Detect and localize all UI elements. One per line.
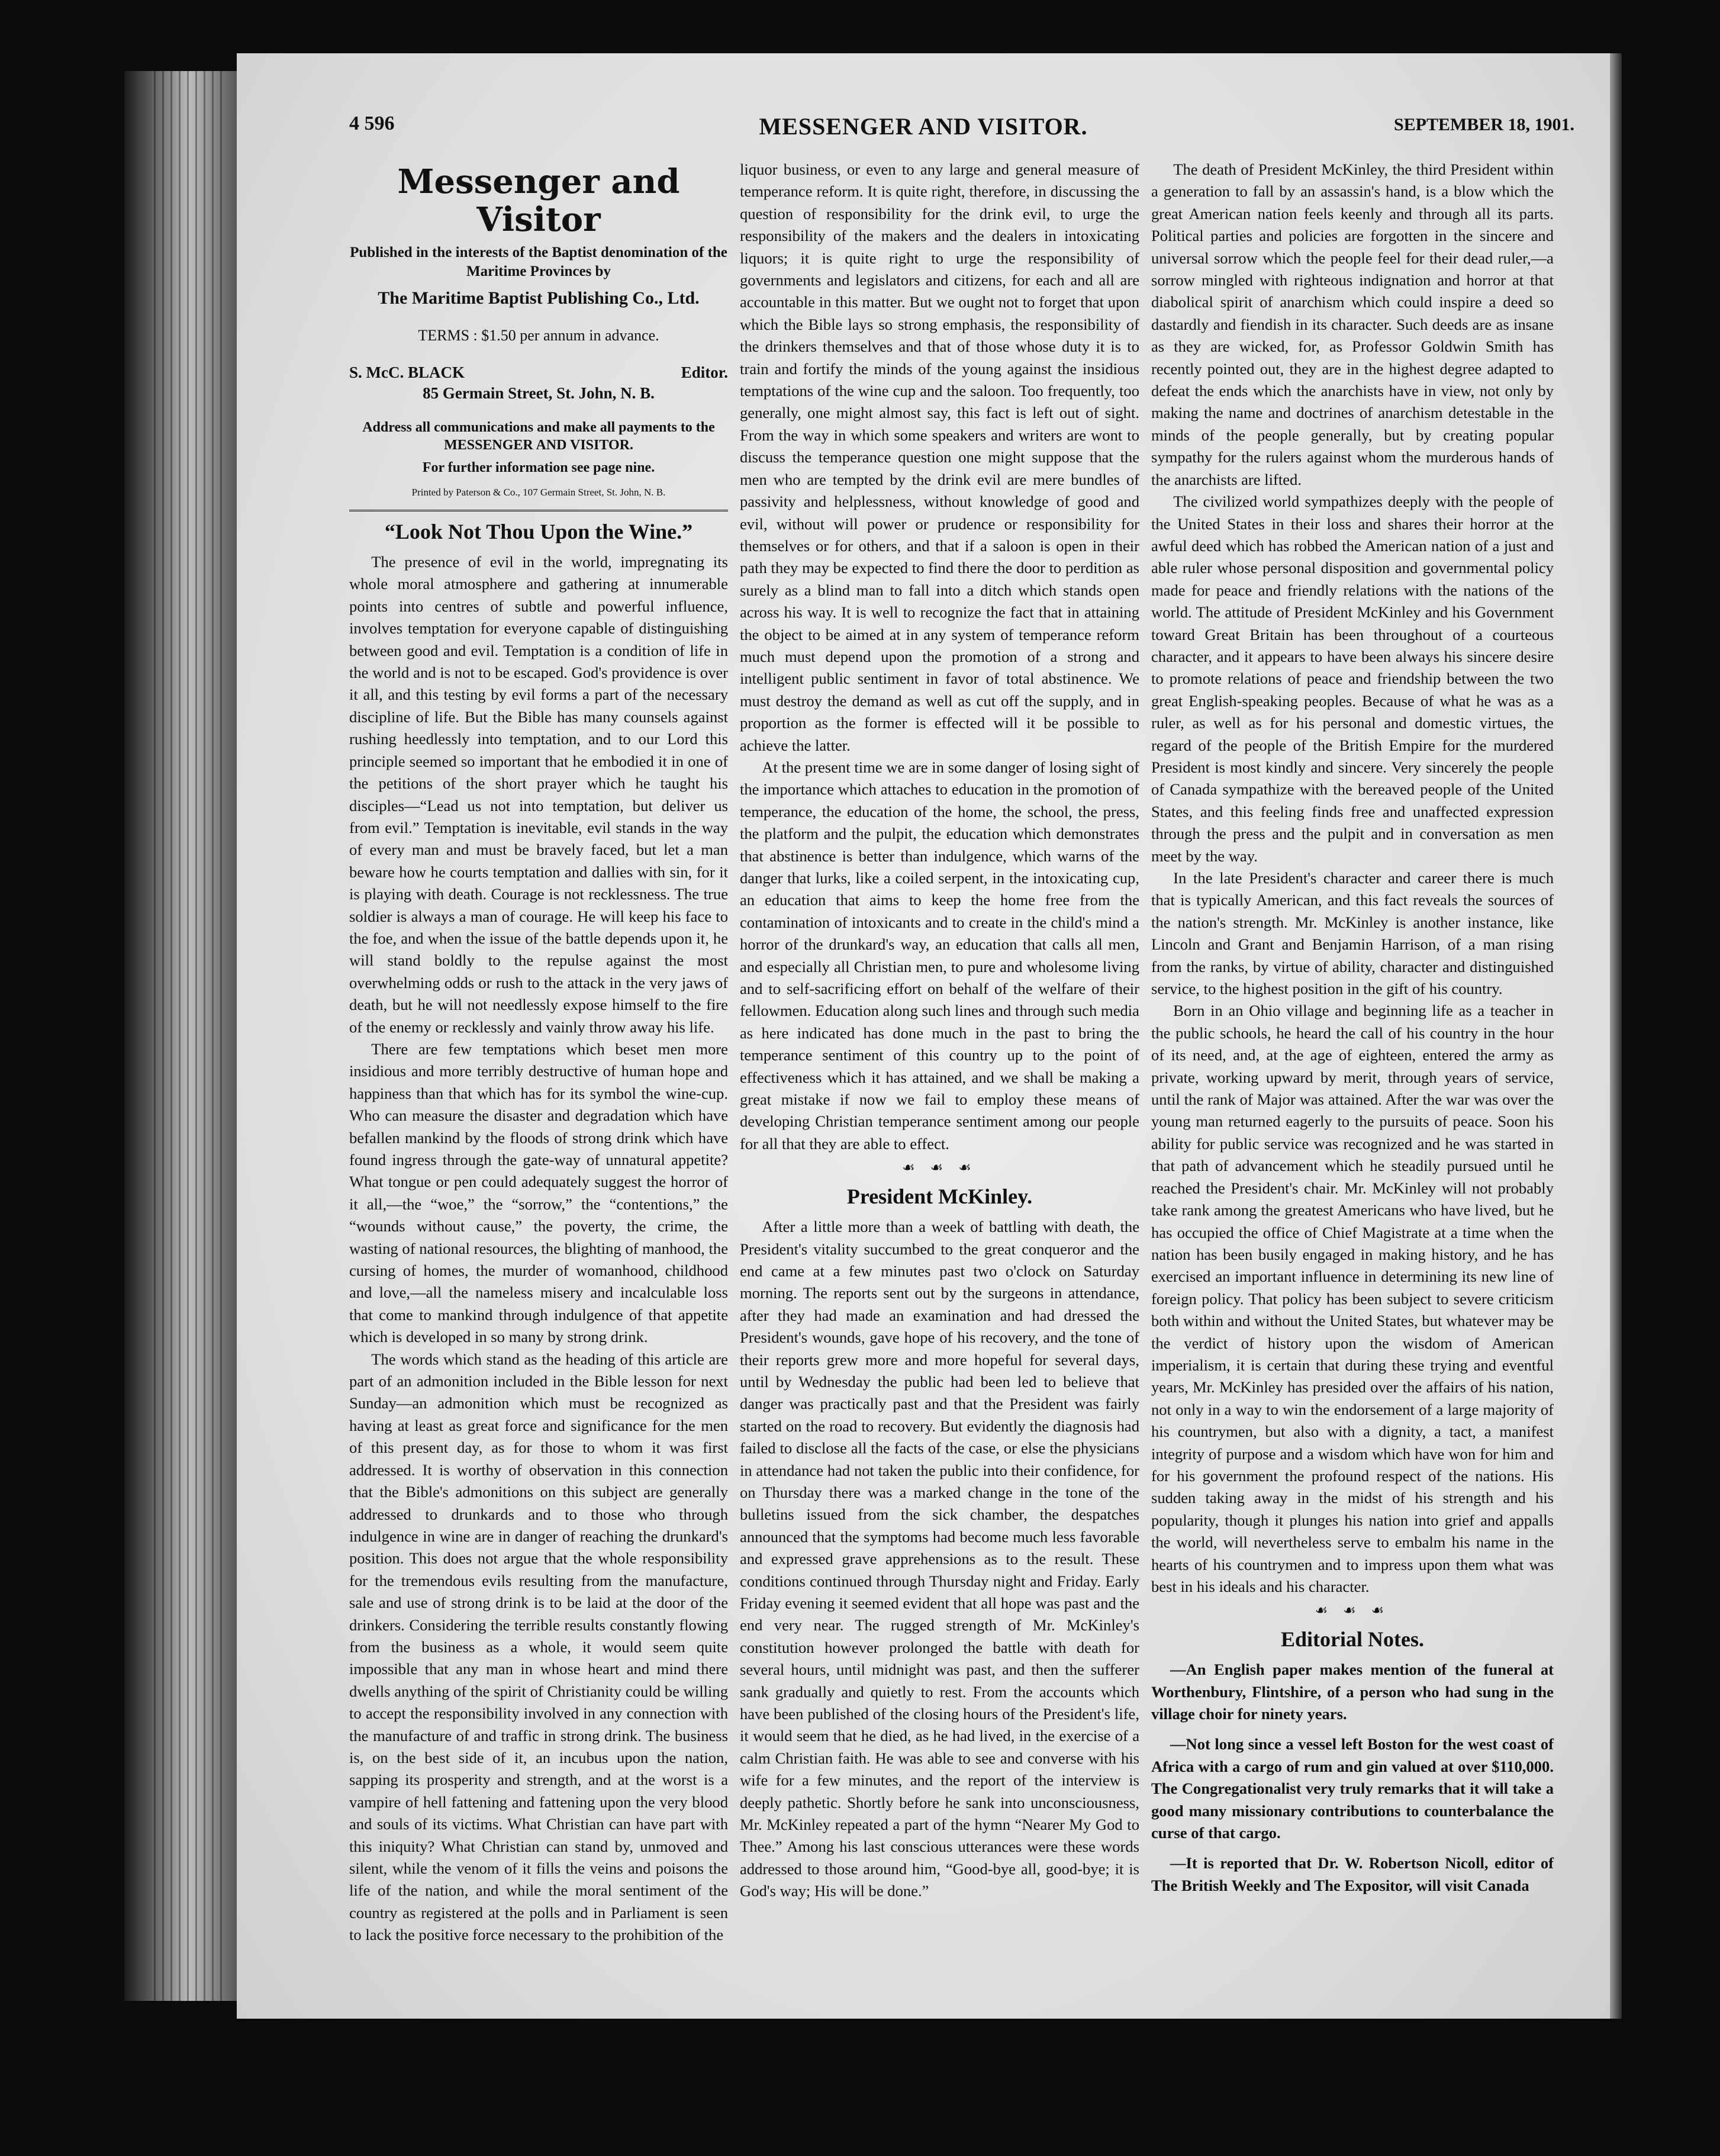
column-3 (1151, 159, 1554, 1897)
masthead-name: Messenger and Visitor (397, 162, 680, 239)
page-stack-edges (154, 71, 225, 2001)
section-dingbat: ☙ ☙ ☙ (902, 1160, 977, 1176)
issue-date: SEPTEMBER 18, 1901. (1393, 115, 1574, 134)
printer-line: Printed by Paterson & Co., 107 Germain Street, St. John, N. B. (411, 487, 666, 498)
note-item: —Not long since a vessel left Boston for the west coast of Africa with a cargo of rum and gin valued at over $110,000. The Congregationalist very truly remarks that it will take a good many missionary contributions to counterbalance the curse of that cargo. (1151, 1735, 1554, 1842)
paper-title: MESSENGER AND VISITOR. (759, 113, 1088, 140)
article-paragraph: In the late President's character and career there is much that is typically American, and this fact reveals the sources of the nation's strength. Mr. McKinley is another instance, like Lincoln and Grant and Benjamin Harrison, of a man rising from the ranks, by virtue of ability, character and distinguished service, to the highest position in the gift of his country. (1151, 869, 1554, 998)
article-paragraph: The presence of evil in the world, impregnating its whole moral atmosphere and gathering at innumerable points into centres of subtle and powerful influence, involves temptation for everyone capable of distinguishing between good and evil. Temptation is a condition of life in the world and is not to be escaped. God's providence is over it all, and this testing by evil forms a part of the necessary discipline of life. But the Bible has many counsels against rushing heedlessly into temptation, and to our Lord this principle seemed so important that he embodied it in one of the petitions of the short prayer which he taught his disciples—“Lead us not into temptation, but deliver us from evil.” Temptation is inevitable, evil stands in the way of every man and must be bravely faced, but let a man beware how he courts temptation and dallies with sin, for it is playing with death. Courage is not recklessness. The true soldier is always a man of courage. He will keep his face to the foe, and when the issue of the battle depends upon it, he will stand boldly to the repulse against the most overwhelming odds or rush to the attack in the very jaws of death, but he will not needlessly expose himself to the fire of the enemy or recklessly and vainly throw away his life. (349, 553, 728, 1036)
article-title-wine: “Look Not Thou Upon the Wine.” (384, 519, 693, 543)
editorial-notes-title: Editorial Notes. (1281, 1627, 1424, 1651)
address-notice: Address all communications and make all payments to the MESSENGER AND VISITOR. (362, 420, 715, 453)
editor-name: S. McC. BLACK (349, 363, 465, 381)
article-paragraph: Born in an Ohio village and beginning life as a teacher in the public schools, he heard the call of his country in the hour of its need, and, at the age of eighteen, entered the army as private, working upward by merit, through years of service, until the rank of Major was attained. After the war was over the young man returned eagerly to the pursuits of peace. Soon his ability for public service was recognized and he was started in that path of advancement which he steadily pursued until he reached the President's chair. Mr. McKinley will not probably take rank among the greatest Americans who have lived, but he has occupied the office of Chief Magistrate at a time when the nation has been busily engaged in making history, and he has exercised an important influence in determining its new line of foreign policy. That policy has been subject to severe criticism both within and without the United States, but whatever may be the verdict of history upon the wisdom of American imperialism, it is certain that during these trying and eventful years, Mr. McKinley has presided over the affairs of his nation, not only in a way to win the endorsement of a large majority of his countrymen, but also with a dignity, a tact, a manifest integrity of purpose and a wisdom which have won for him and for his government the profound respect of the nations. His sudden taking away in the midst of his strength and his popularity, though it plunges his nation into grief and appalls the world, will nevertheless serve to embalm his name in the hearts of his countrymen and to impress upon them what was best in his ideals and his character. (1151, 1002, 1554, 1595)
masthead-company: The Maritime Baptist Publishing Co., Ltd. (378, 288, 700, 308)
masthead-terms: TERMS : $1.50 per annum in advance. (418, 327, 659, 345)
divider (349, 510, 728, 511)
column-1 (349, 163, 728, 1946)
article-paragraph: liquor business, or even to any large and general measure of temperance reform. It is quite right, therefore, in discussing the question of responsibility for the drink evil, to urge the responsibility of the makers and the dealers in intoxicating liquors; it is quite right to urge the responsibility of governments and legislators and citizens, for each and all are accountable in this matter. But we ought not to forget that upon which the Bible lays so strong emphasis, the responsibility of the drinkers themselves and that of those whose duty it is to train and fortify the minds of the young against the insidious temptations of the wine cup and the saloon. Too frequently, too generally, one might almost say, this fact is left out of sight. From the way in which some speakers and writers are wont to discuss the temperance question one might suppose that the men who are tempted by the drink evil are mere bundles of passivity and helplessness, without knowledge of good and evil, without will power or prudence or responsibility for themselves or for others, and that if a saloon is open in their path they may be expected to find there the door to perdition as surely as a blind man to fall into a ditch which stands open across his way. It is well to recognize the fact that in attaining the object to be aimed at in any system of temperance reform much must depend upon the promotion of a strong and intelligent public sentiment in favor of total abstinence. We must destroy the demand as well as cut off the supply, and in proportion as the former is effected will it be possible to achieve the latter. (740, 160, 1139, 754)
article-title-mckinley: President McKinley. (846, 1184, 1033, 1208)
article-paragraph: There are few temptations which beset men more insidious and more terribly destructive of human hope and happiness than that which has for its symbol the wine-cup. Who can measure the disaster and degradation which have befallen mankind by the floods of strong drink which have found ingress through the gate-way of unnatural appetite? What tongue or pen could adequately suggest the horror of it all,—the “woe,” the “sorrow,” the “contentions,” the “wounds without cause,” the poverty, the crime, the wasting of national resources, the blighting of manhood, the cursing of homes, the murder of womanhood, childhood and love,—all the nameless misery and incalculable loss that come to mankind through indulgence of that appetite which is developed in so many by strong drink. (349, 1040, 728, 1346)
info-notice: For further information see page nine. (422, 460, 655, 476)
masthead (349, 163, 728, 347)
editor-line (349, 362, 728, 382)
article-paragraph: The civilized world sympathizes deeply with the people of the United States in their loss and shares their horror at the awful deed which has robbed the American nation of a just and able ruler whose personal disposition and governmental policy made for peace and friendly relations with the nations of the world. The attitude of President McKinley and his Government toward Great Britain has been throughout of a courteous character, and it appears to have been always his sincere desire to promote relations of peace and friendship between the two great English-speaking peoples. Because of what he was as a ruler, as well as for his personal and domestic virtues, the regard of the people of the British Empire for the murdered President is most kindly and sincere. Very sincerely the people of Canada sympathize with the bereaved people of the United States, and this feeling finds free and unaffected expression through the press and the pulpit and in conversation as men meet by the way. (1151, 493, 1554, 865)
note-item: —It is reported that Dr. W. Robertson Nicoll, editor of The British Weekly and The Expositor, will visit Canada (1151, 1854, 1554, 1894)
article-paragraph: After a little more than a week of battling with death, the President's vitality succumbed to the great conqueror and the end came at a few minutes past two o'clock on Saturday morning. The reports sent out by the surgeons in attendance, after they had made an examination and had dressed the President's wounds, gave hope of his recovery, and the tone of their reports grew more and more hopeful for several days, until by Wednesday the public had been led to believe that danger was practically past and that the President was fairly started on the road to recovery. But evidently the diagnosis had failed to disclose all the facts of the case, or else the physicians in attendance had not taken the public into their confidence, for on Thursday there was a marked change in the tone of the bulletins issued from the sick chamber, the despatches announced that the symptoms had become much less favorable and expressed grave apprehensions as to the result. These conditions continued through Thursday night and Friday. Early Friday evening it seemed evident that all hope was past and the end very near. The rugged strength of Mr. McKinley's constitution however prolonged the battle with death for several hours, until midnight was past, and then the sufferer sank gradually and quietly to rest. From the accounts which have been published of the closing hours of the President's life, it would seem that he died, as he had lived, in the exercise of a calm Christian faith. He was able to see and converse with his wife for a few minutes, and the report of the interview is deeply pathetic. Shortly before he sank into unconsciousness, Mr. McKinley repeated a part of the hymn “Nearer My God to Thee.” Among his last conscious utterances were these words addressed to those around him, “Good-bye all, good-bye; it is God's way; His will be done.” (740, 1218, 1139, 1900)
editorial-notes (1151, 1659, 1554, 1897)
editor-role: Editor. (681, 363, 728, 381)
section-dingbat: ☙ ☙ ☙ (1315, 1603, 1390, 1619)
note-item: —An English paper makes mention of the funeral at Worthenbury, Flintshire, of a person who had sung in the village choir for ninety years. (1151, 1661, 1554, 1723)
article-paragraph: At the present time we are in some danger of losing sight of the importance which attaches to education in the promotion of temperance, the education of the home, the school, the press, the platform and the pulpit, the education which demonstrates that abstinence is better than indulgence, which warns of the danger that lurks, like a coiled serpent, in the intoxicating cup, an education that aims to keep the home free from the contamination of intoxicants and to create in the child's mind a horror of the drunkard's way, an education that calls all men, and especially all Christian men, to pure and wholesome living and to self-sacrificing effort on behalf of the welfare of their fellowmen. Education along such lines and through such media as here indicated has done much in the past to bring the temperance sentiment of this country up to the point of effectiveness which it has attained, and we shall be making a great mistake if now we fail to employ these means of developing Christian temperance sentiment among our people for all that they are able to effect. (740, 758, 1139, 1153)
article-paragraph: The words which stand as the heading of this article are part of an admonition included in the Bible lesson for next Sunday—an admonition which must be recognized as having at least as great force and significance for the men of this present day, as for those to whom it was first addressed. It is worthy of observation in this connection that the Bible's admonitions on this subject are generally addressed to drunkards and to those who through indulgence in wine are in danger of reaching the drunkard's position. This does not argue that the whole responsibility for the tremendous evils resulting from the manufacture, sale and use of strong drink is to be laid at the door of the drinkers. Considering the terrible results constantly flowing from the business as a whole, it would seem quite impossible that any man in whose heart and mind there dwells anything of the spirit of Christianity could be willing to accept the responsibility involved in any connection with the manufacture of and traffic in strong drink. The business is, on the best side of it, an incubus upon the nation, sapping its prosperity and strength, and at the worst is a vampire of hell fattening and fattening upon the very blood and souls of its victims. What Christian can have part with this iniquity? What Christian can stand by, unmoved and silent, while the venom of it fills the veins and poisons the life of the nation, and while the moral sentiment of the country as registered at the polls and in Parliament is seen to lack the positive force necessary to the prohibition of the (349, 1350, 728, 1944)
article-paragraph: The death of President McKinley, the third President within a generation to fall by an assassin's hand, is a blow which the great American nation feels keenly and through all its parts. Political parties and policies are forgotten in the sincere and universal sorrow which the people feel for their dead ruler,—a sorrow mingled with righteous indignation and horror at that diabolical spirit of anarchism which could inspire a deed so dastardly and fiendish in its character. Such deeds are as insane as they are wicked, for, as Professor Goldwin Smith has recently pointed out, they are in the highest degree adapted to defeat the ends which the anarchists have in view, not only by making the name and doctrines of anarchism detestable in the minds of the people generally, but by creating popular sympathy for the rulers against whom the murderous hands of the anarchists are lifted. (1151, 160, 1554, 488)
editor-address: 85 Germain Street, St. John, N. B. (423, 384, 655, 402)
running-header (237, 112, 1610, 148)
masthead-published: Published in the interests of the Baptist denomination of the Maritime Provinces by (350, 244, 727, 279)
newspaper-page (237, 53, 1610, 2019)
column-2 (740, 159, 1139, 1903)
page-number: 4 596 (349, 112, 395, 134)
page-edge-shadow (1610, 53, 1622, 2019)
